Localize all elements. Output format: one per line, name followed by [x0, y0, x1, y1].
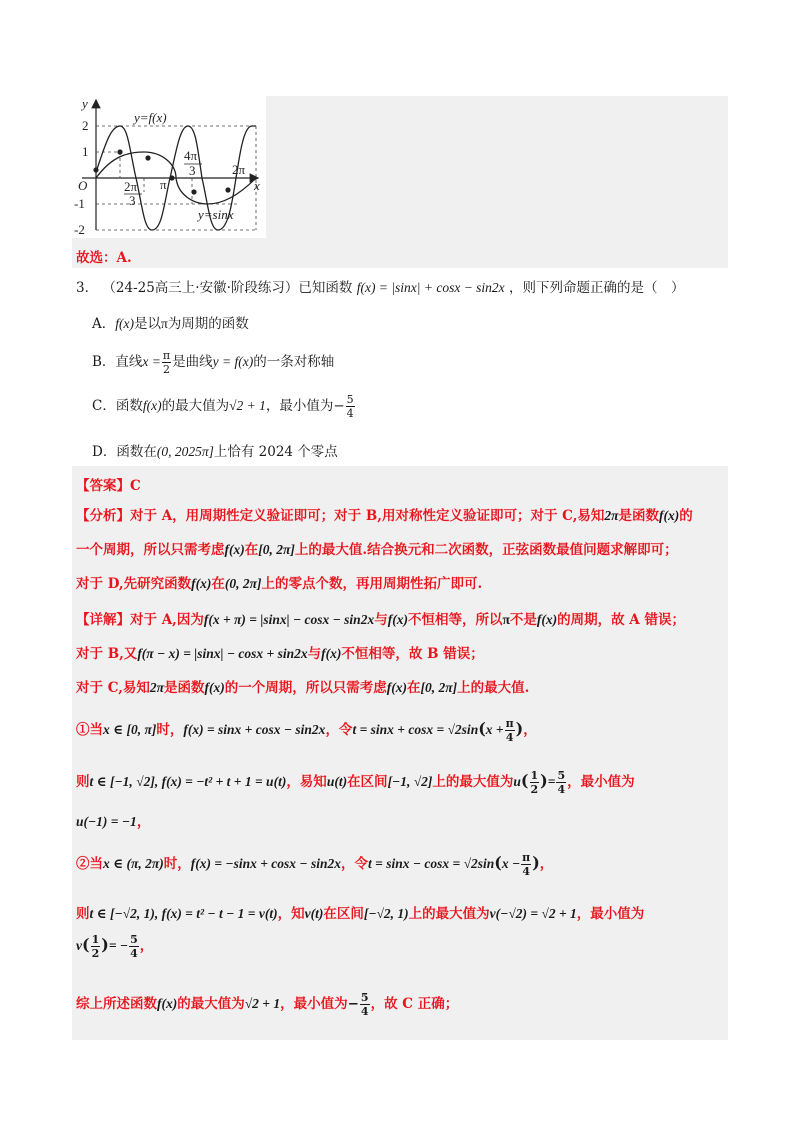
case-1-line-2: 则t ∈ [−1, √2], f(x) = −t² + t + 1 = u(t)，易知u(t)在区间[−1, √2]上的最大值为u( $\frac{1}{2}$ )= $\frac{5}{4}$ ，最小值为 — [76, 769, 635, 796]
option-a-text-end: 为周期的函数 — [167, 316, 249, 332]
analysis-line-3: 对于 D,先研究函数f(x)在(0, 2π]上的零点个数，再用周期性拓广即可. — [76, 576, 483, 592]
option-b-x: x = — [142, 354, 161, 369]
f-curve-label: y=f(x) — [134, 110, 167, 125]
function-graph-figure — [72, 94, 268, 238]
option-d-text-end: 上恰有 2024 个零点 — [213, 444, 338, 460]
x-tick-2pi3-num: 2π — [124, 179, 138, 194]
option-d-label: D． — [92, 444, 117, 460]
option-c-text-2: 的最大值为 — [161, 398, 230, 414]
option-c-text: 函数 — [115, 398, 143, 414]
option-b-fraction: $\frac{\pi}{2}$ — [162, 349, 171, 376]
figure-shade — [266, 96, 728, 238]
detail-line-1: 【详解】对于 A,因为f(x + π) = |sinx| − cosx − sin2x与f(x)不恒相等，所以π不是f(x)的周期，故 A 错误； — [76, 612, 685, 628]
case-2-line-3: v( $\frac{1}{2}$ )= − $\frac{5}{4}$ ， — [76, 933, 154, 960]
case-2-line-2: 则t ∈ [−√2, 1), f(x) = t² − t − 1 = v(t)，知v(t)在区间[−√2, 1)上的最大值为v(−√2) = √2 + 1，最小值为 — [76, 906, 645, 922]
question-function: f(x) = |sinx| + cosx − sin2x — [356, 280, 505, 295]
y-axis-label: y — [82, 96, 88, 111]
option-c-fraction: $\frac{5}{4}$ — [346, 393, 354, 420]
option-b — [92, 350, 334, 375]
analysis-line-2: 一个周期，所以只需考虑f(x)在[0, 2π]上的最大值.结合换元和二次函数，正弦函数最值问题求解即可； — [76, 542, 678, 558]
question-stem — [76, 276, 684, 296]
option-c-max: √2 + 1 — [229, 398, 266, 413]
summary-line: 综上所述函数f(x)的最大值为√2 + 1，最小值为− $\frac{5}{4}$ ，故 C 正确； — [76, 991, 459, 1018]
x-tick-2pi: 2π — [232, 162, 246, 177]
y-tick-neg1: -1 — [74, 196, 85, 211]
option-c-f: f(x) — [142, 398, 162, 413]
option-b-label: B． — [92, 354, 116, 370]
option-c-text-3: ，最小值为 — [265, 398, 334, 414]
y-tick-1: 1 — [82, 144, 89, 159]
option-b-text-2: 是曲线 — [172, 354, 213, 370]
analysis-line-1: 【分析】对于 A，用周期性定义验证即可；对于 B,用对称性定义验证即可；对于 C,易知2π是函数f(x)的 — [76, 508, 693, 524]
option-a-math: f(x) — [115, 316, 134, 331]
detail-line-3: 对于 C,易知2π是函数f(x)的一个周期，所以只需考虑f(x)在[0, 2π]上的最大值. — [76, 680, 530, 696]
x-tick-pi: π — [160, 177, 167, 192]
x-tick-2pi3-den: 3 — [129, 193, 136, 208]
question-source: （24-25高三上·安徽·阶段练习）已知函数 — [102, 280, 353, 296]
y-tick-neg2: -2 — [74, 222, 85, 237]
sine-curve-label: y=sinx — [198, 207, 234, 222]
x-tick-4pi3-num: 4π — [184, 148, 198, 163]
option-d — [92, 440, 338, 460]
case-2-line-1: ②当x ∈ (π, 2π)时，f(x) = −sinx + cosx − sin2x，令t = sinx − cosx = √2sin(x − $\frac{\pi}{4}$ )， — [76, 851, 554, 878]
prev-answer-shade — [72, 238, 728, 268]
option-b-text: 直线 — [115, 354, 143, 370]
question-number: 3． — [76, 280, 99, 296]
case-1-line-3: u(−1) = −1， — [76, 814, 151, 830]
option-c — [92, 394, 356, 419]
option-c-label: C． — [92, 398, 116, 414]
option-b-text-end: 的一条对称轴 — [253, 354, 335, 370]
x-tick-4pi3-den: 3 — [189, 163, 196, 178]
option-c-minus: − — [333, 398, 345, 414]
origin-label: O — [78, 178, 88, 193]
option-a — [92, 312, 249, 332]
previous-answer: 故选：A. — [76, 250, 132, 266]
option-a-label: A． — [92, 316, 116, 332]
option-b-curve: y = f(x) — [212, 354, 254, 369]
option-a-pi: π — [160, 316, 168, 331]
option-d-text: 函数在 — [116, 444, 157, 460]
x-axis-label: x — [254, 178, 260, 193]
option-a-text: 是以 — [133, 316, 161, 332]
option-d-interval: (0, 2025π] — [156, 444, 214, 459]
detail-line-2: 对于 B,又f(π − x) = |sinx| − cosx + sin2x与f(x)不恒相等，故 B 错误； — [76, 646, 484, 662]
y-tick-2: 2 — [82, 118, 89, 133]
question-suffix: ，则下列命题正确的是（ ） — [508, 280, 685, 296]
answer-line: 【答案】C — [76, 478, 141, 494]
case-1-line-1: ①当x ∈ [0, π]时，f(x) = sinx + cosx − sin2x，令t = sinx + cosx = √2sin(x + $\frac{\pi}{4}$ )， — [76, 717, 537, 744]
